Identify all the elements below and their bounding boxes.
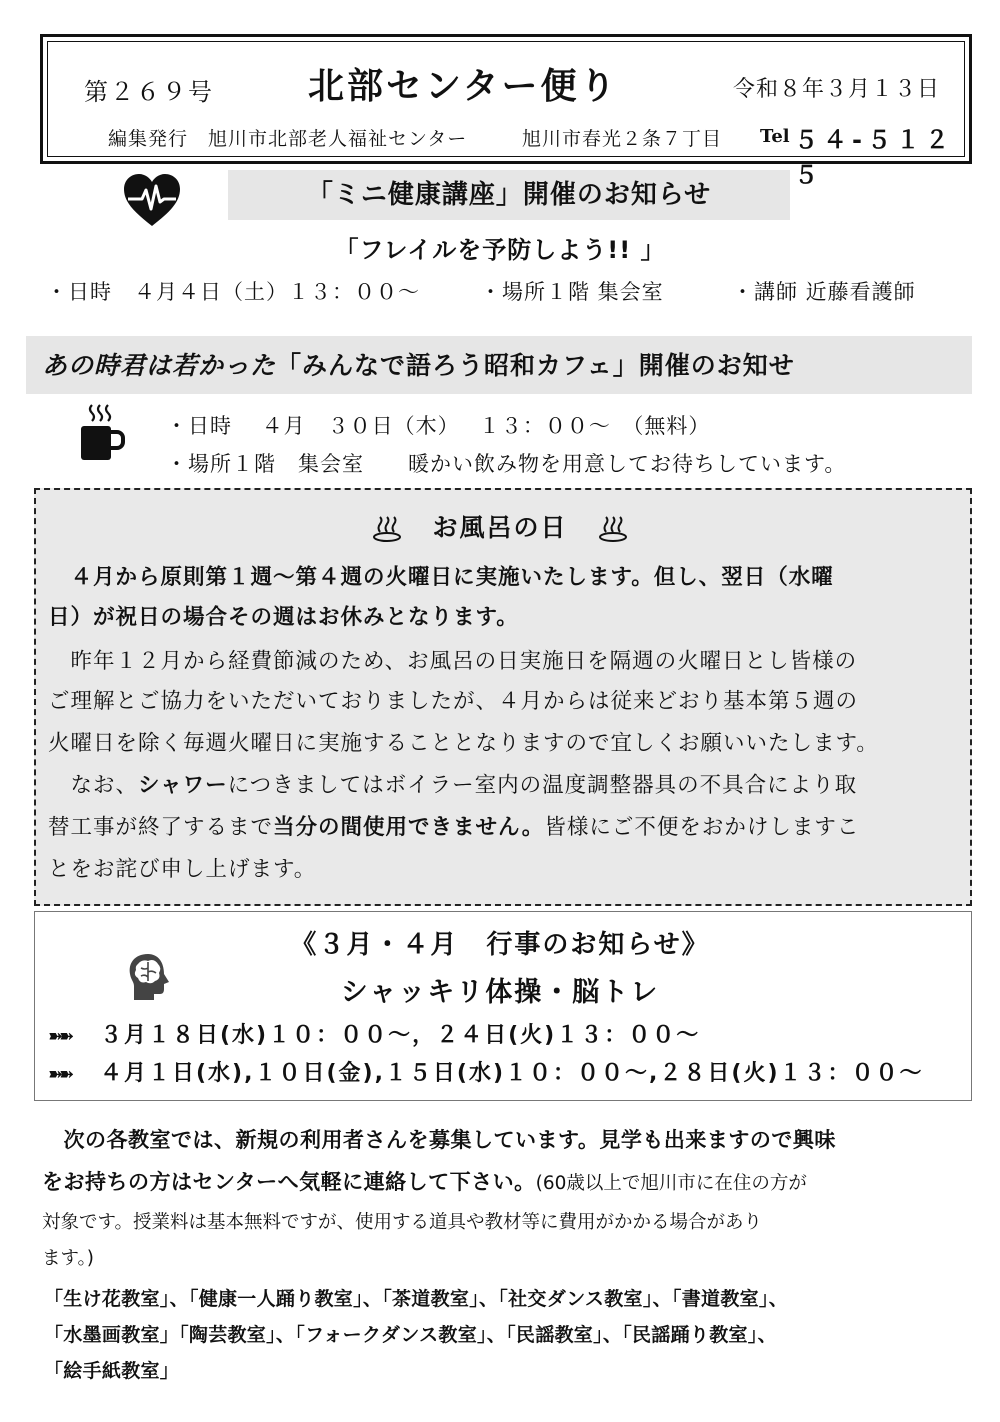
classes-intro-line2 bbox=[42, 1166, 807, 1196]
issue-date: 令和８年３月１３日 bbox=[732, 77, 940, 102]
bath-p1-line1: ４月から原則第１週～第４週の火曜日に実施いたします。但し、翌日（水曜 bbox=[48, 565, 834, 590]
classes-intro-line1: 次の各教室では、新規の利用者さんを募集しています。見学も出来ますので興味 bbox=[42, 1128, 836, 1152]
classes-list-line2: 「水墨画教室」「陶芸教室」、「フォークダンス教室」、「民謡教室」、「民謡踊り教室」、 bbox=[44, 1324, 777, 1346]
bath-p3-d: 替工事が終了するまで bbox=[48, 815, 274, 840]
hot-spring-icon bbox=[372, 516, 402, 542]
classes-note-a: (60歳以上で旭川市に在住の方が bbox=[535, 1173, 807, 1194]
events-april-dates: ４月１日(水),１０日(金),１５日(水)１０：００～,２８日(火)１３：００～ bbox=[100, 1061, 924, 1086]
lecture-subtitle: 「フレイルを予防しよう!! 」 bbox=[334, 236, 666, 264]
cafe-date: ・日時 ４月 ３０日（木） １３：００～ （無料） bbox=[166, 414, 711, 438]
bath-p3-shower: シャワー bbox=[138, 773, 228, 798]
arrow-icon: ➽➽ bbox=[48, 1026, 71, 1047]
events-march-dates: ３月１８日(水)１０：００～，２４日(火)１３：００～ bbox=[100, 1023, 701, 1048]
classes-list-line3: 「絵手紙教室」 bbox=[44, 1360, 180, 1382]
tel-number: ５４-５１２５ bbox=[794, 126, 954, 189]
cafe-place: ・場所１階 集会室 暖かい飲み物を用意してお待ちしています。 bbox=[166, 452, 847, 476]
events-subtitle: シャッキリ体操・脳トレ bbox=[340, 977, 660, 1008]
lecture-date: ・日時 ４月４日（土）１３：００～ bbox=[46, 280, 420, 304]
cafe-title bbox=[42, 346, 795, 382]
bath-p2-line2: ご理解とご協力をいただいておりましたが、４月からは従来どおり基本第５週の bbox=[48, 689, 859, 714]
heart-pulse-icon bbox=[122, 172, 182, 228]
bath-p3-line3: とをお詫び申し上げます。 bbox=[48, 857, 317, 882]
events-line-april bbox=[48, 1056, 924, 1087]
bath-p3-c: につきましてはボイラー室内の温度調整器具の不具合により取 bbox=[227, 773, 858, 798]
address: 旭川市春光２条７丁目 bbox=[522, 128, 723, 150]
newsletter-title: 北部センター便り bbox=[308, 66, 619, 107]
publisher: 編集発行 旭川市北部老人福祉センター bbox=[108, 128, 468, 150]
lecture-title: 「ミニ健康講座」開催のお知らせ bbox=[228, 170, 790, 220]
bath-title bbox=[0, 508, 1000, 544]
classes-intro-contact: をお持ちの方はセンターへ気軽に連絡して下さい。 bbox=[42, 1170, 536, 1194]
cafe-title-italic: あの時君は若かった bbox=[42, 351, 277, 380]
classes-list-line1: 「生け花教室」、「健康一人踊り教室」、「茶道教室」、「社交ダンス教室」、「書道教室」、 bbox=[44, 1288, 789, 1310]
bath-p3-a: なお、 bbox=[48, 773, 139, 798]
cafe-title-main: 「みんなで語ろう昭和カフェ」開催のお知せ bbox=[276, 351, 795, 380]
coffee-cup-icon bbox=[78, 402, 126, 462]
events-title: 《３月・４月 行事のお知らせ》 bbox=[290, 930, 710, 960]
events-line-march bbox=[48, 1018, 700, 1049]
hot-spring-icon bbox=[598, 516, 628, 542]
newsletter-header bbox=[40, 34, 972, 189]
bath-p3-line2 bbox=[48, 810, 859, 841]
classes-note-b: 対象です。授業料は基本無料ですが、使用する道具や教材等に費用がかかる場合があり bbox=[42, 1212, 763, 1233]
bath-p3-f: 皆様にご不便をおかけしますこ bbox=[544, 815, 860, 840]
bath-p3-line1 bbox=[48, 768, 857, 799]
issue-number: 第２６９号 bbox=[84, 78, 214, 106]
bath-p1-line2: 日）が祝日の場合その週はお休みとなります。 bbox=[48, 605, 519, 630]
lecture-teacher: ・講師 近藤看護師 bbox=[732, 280, 916, 304]
lecture-place: ・場所１階 集会室 bbox=[480, 280, 664, 304]
classes-note-c: ます。) bbox=[42, 1248, 94, 1269]
tel-label: Tel bbox=[760, 126, 790, 147]
arrow-icon: ➽➽ bbox=[48, 1064, 71, 1085]
bath-p2-line3: 火曜日を除く毎週火曜日に実施することとなりますので宜しくお願いいたします。 bbox=[48, 731, 879, 756]
bath-title-text: お風呂の日 bbox=[432, 513, 568, 542]
bath-p2-line1: 昨年１２月から経費節減のため、お風呂の日実施日を隔週の火曜日とし皆様の bbox=[48, 649, 858, 674]
bath-p3-unavailable: 当分の間使用できません。 bbox=[273, 815, 545, 840]
header-inner-frame bbox=[47, 41, 965, 189]
